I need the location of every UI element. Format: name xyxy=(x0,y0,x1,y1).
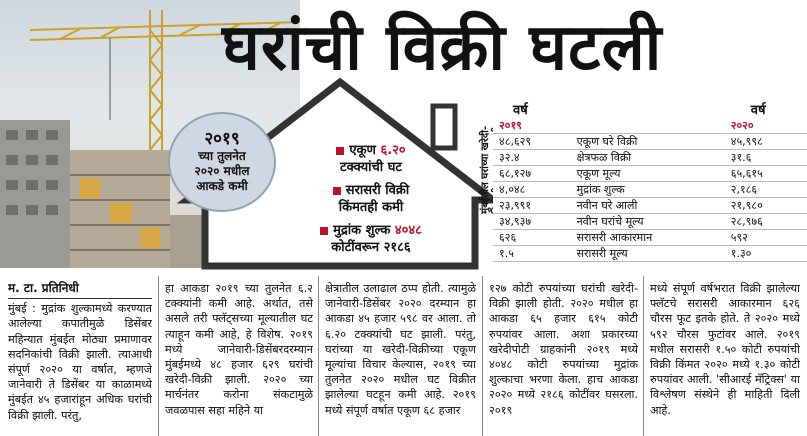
row-left-value: ३४,९३७ xyxy=(493,214,571,230)
row-label: एकूण मूल्य xyxy=(571,166,725,182)
row-label: नवीन घरांचे मूल्य xyxy=(571,214,725,230)
table-row xyxy=(493,182,807,198)
row-left-value: ४,०४८ xyxy=(493,182,571,198)
table-row xyxy=(493,134,807,150)
article-column-2: हा आकडा २०१९ च्या तुलनेत ६.२ टक्क्यांनी कमी आहे. अर्थात, तसे असले तरी फ्लॅट्सच्या मूल्यातील घट त्याहून कमी आहे, हे विशेष. २०१९ मध्ये जानेवारी-डिसेंबरदरम्यान मुंबईमध्ये ४८ हजार ६२९ घरांची खरेदी-विक्री झाली. २०२० च्या मार्चनंतर करोना संकटामुळे जवळपास सहा महिने या xyxy=(165,282,313,417)
column-1-text: मुंबई : मुद्रांक शुल्कामध्ये करण्यात आलेल्या कपातीमुळे डिसेंबर महिन्यात मुंबईत मोठ्या प्रमाणावर सदनिकांची विक्री झाली. त्याआधी संपूर्ण २०२० या वर्षात, म्हणजे जानेवारी ते डिसेंबर या काळामध्ये मुंबईत ४५ हजारांहून अधिक घरांची विक्री झाली. परंतु, xyxy=(8,302,152,422)
row-left-value: ६२६ xyxy=(493,230,571,246)
table-row xyxy=(493,150,807,166)
header-year-right: वर्ष xyxy=(750,103,766,118)
row-right-value: २,१८६ xyxy=(725,182,807,198)
point-3 xyxy=(276,222,466,256)
point-3-highlight: ४०४८ xyxy=(394,223,422,238)
article-column-3: क्षेत्रातील उलाढाल ठप्प होती. त्यामुळे जानेवारी-डिसेंबर २०२० दरम्यान हा आकडा ४५ हजार ५९८ वर आला. तो ६.२० टक्क्यांची घट झाली. परंतु, घरांच्या या खरेदी-विक्रीच्या एकूण मूल्यांचा विचार केल्यास, २०१९ च्या तुलनेत २०२० मधील घट विक्रीत झालेल्या घटहून कमी आहे. २०१९ मध्ये संपूर्ण वर्षात एकूण ६८ हजार xyxy=(325,282,476,417)
table-year-row xyxy=(493,118,807,134)
key-points xyxy=(276,142,466,267)
stats-table-panel xyxy=(493,103,807,268)
comparison-badge xyxy=(168,112,276,212)
row-label: नवीन घरे आली xyxy=(571,198,725,214)
point-2-text: सरासरी विक्री xyxy=(345,183,410,198)
row-right-value: ३१.६ xyxy=(725,150,807,166)
point-3-text: मुद्रांक शुल्क xyxy=(333,223,395,238)
table-row xyxy=(493,230,807,246)
row-label: सरासरी आकारमान xyxy=(571,230,725,246)
point-1-text: एकूण xyxy=(349,143,381,158)
row-left-value: ४८,६२९ xyxy=(493,134,571,150)
article-column-4: १२७ कोटी रुपयांच्या घरांची खरेदी-विक्री झाली होती. २०२० मधील हा आकडा ६५ हजार ६१५ कोटी रुपयांवर आला. अशा प्रकारच्या खरेदीपोटी ग्राहकांनी २०१९ मध्ये ४०४८ कोटी रुपयांच्या मुद्रांक शुल्काचा भरणा केला. हाच आकडा २०२० मध्ये २१८६ कोटींवर घसरला. २०१९ xyxy=(489,282,638,417)
bullet-icon xyxy=(336,147,344,155)
article-column-1 xyxy=(8,281,152,436)
headline: घरांची विक्री घटली xyxy=(222,11,663,85)
badge-line-3: आकडे कमी xyxy=(196,179,248,193)
point-2 xyxy=(276,182,466,216)
badge-line-2: २०२० मधील xyxy=(194,164,250,178)
table-row xyxy=(493,198,807,214)
header-blank xyxy=(571,103,725,118)
row-left-value: ३२.४ xyxy=(493,150,571,166)
row-left-value: १.५ xyxy=(493,246,571,262)
stats-table xyxy=(493,103,807,262)
row-label: मुद्रांक शुल्क xyxy=(571,182,725,198)
byline: म. टा. प्रतिनिधी xyxy=(8,281,152,299)
side-title-line-1: मुंबईतील घरांच्या खरेदी- xyxy=(480,126,491,214)
point-2-rest: किंमतही कमी xyxy=(338,200,404,215)
row-label: एकूण घरे विक्री xyxy=(571,134,725,150)
row-label: सरासरी मूल्य xyxy=(571,246,725,262)
row-right-value: २८,९७६ xyxy=(725,214,807,230)
row-left-value: २३,९९१ xyxy=(493,198,571,214)
row-label: क्षेत्रफळ विक्री xyxy=(571,150,725,166)
badge-year: २०१९ xyxy=(204,129,240,149)
table-header-row xyxy=(493,103,807,118)
row-right-value: १.३० xyxy=(725,246,807,262)
point-1-rest: टक्क्यांची घट xyxy=(340,160,402,175)
row-right-value: २१,९८० xyxy=(725,198,807,214)
header-year-left: वर्ष xyxy=(513,103,528,118)
article-body xyxy=(0,281,807,436)
row-left-value: ६८,१२७ xyxy=(493,166,571,182)
badge-line-1: च्या तुलनेत xyxy=(198,149,246,163)
point-1-highlight: ६.२० xyxy=(380,143,406,158)
bullet-icon xyxy=(333,187,341,195)
row-right-value: ६५,६१५ xyxy=(725,166,807,182)
row-right-value: ४५,९९८ xyxy=(725,134,807,150)
year-blank xyxy=(571,118,725,134)
row-right-value: ५९२ xyxy=(725,230,807,246)
table-row xyxy=(493,214,807,230)
point-1 xyxy=(276,142,466,176)
table-row xyxy=(493,246,807,262)
table-row xyxy=(493,166,807,182)
year-left: २०१९ xyxy=(493,118,571,134)
bullet-icon xyxy=(320,227,328,235)
year-right: २०२० xyxy=(725,118,807,134)
point-3-rest: कोटींवरून २१८६ xyxy=(331,240,411,255)
article-column-5: मध्ये संपूर्ण वर्षभरात विक्री झालेल्या फ्लॅटचे सरासरी आकारमान ६२६ चौरस फूट इतके होते. ते २०२० मध्ये ५९२ चौरस फुटांवर आले. २०१९ मधील सरासरी १.५० कोटी रुपयांची विक्री किंमत २०२० मध्ये १.३० कोटी रुपयांवर आली. 'सीआरई मॅट्रिक्स' या विश्लेषण संस्थेने ही माहिती दिली आहे. xyxy=(650,282,800,417)
